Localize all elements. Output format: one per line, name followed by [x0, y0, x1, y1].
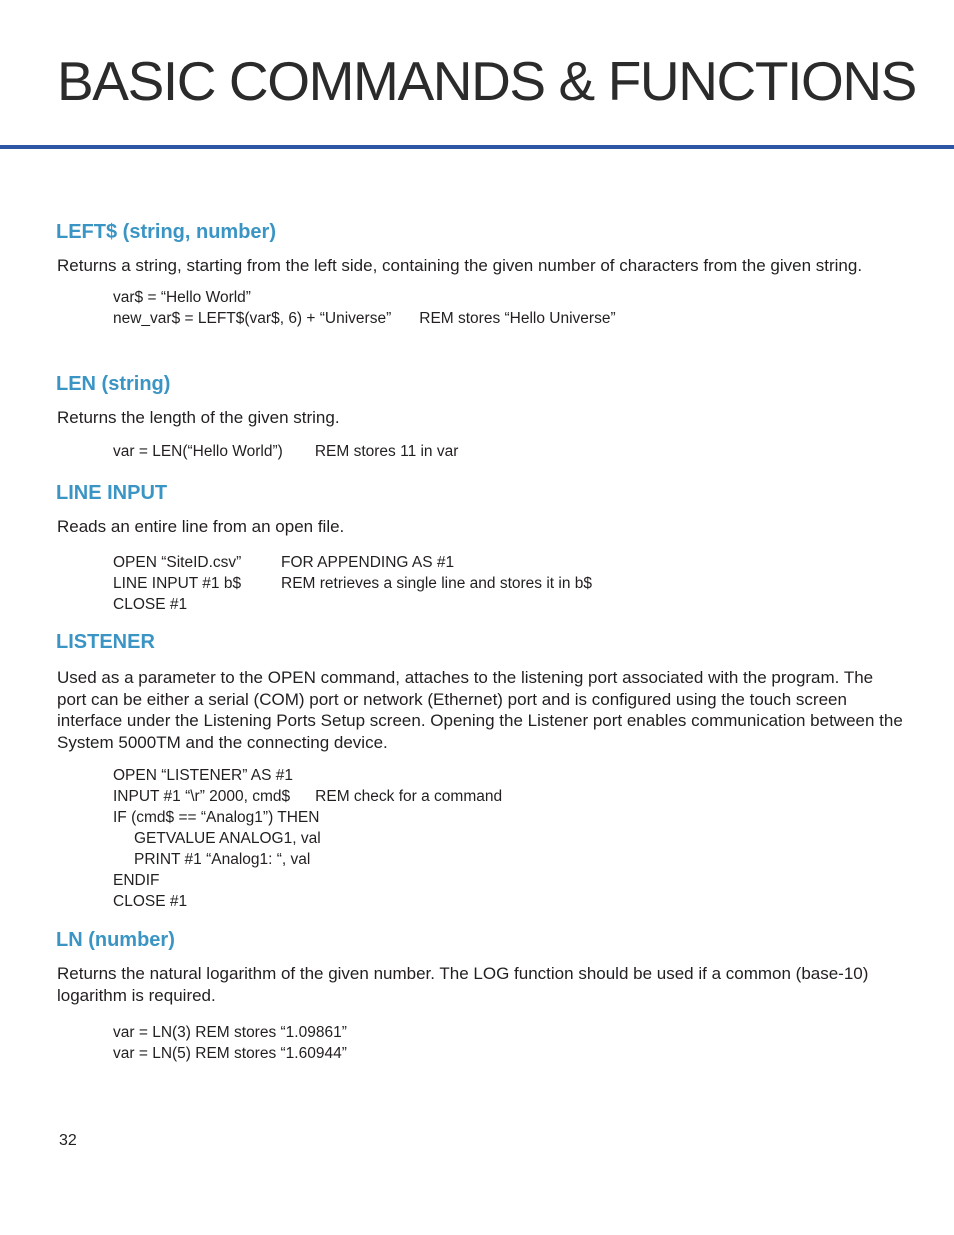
- code-statement: CLOSE #1: [113, 893, 188, 911]
- code-statement: PRINT #1 “Analog1: “, val: [134, 851, 311, 869]
- code-comment: FOR APPENDING AS #1: [281, 553, 455, 571]
- code-comment: REM check for a command: [315, 788, 503, 806]
- code-statement: OPEN “LISTENER” AS #1: [113, 767, 294, 785]
- code-line: [113, 849, 906, 870]
- code-line: [113, 441, 906, 462]
- code-statement: IF (cmd$ == “Analog1”) THEN: [113, 809, 320, 827]
- section-description: Reads an entire line from an open file.: [57, 517, 345, 536]
- section-len: [56, 371, 906, 462]
- section-left: [56, 219, 906, 329]
- section-heading: LN (number): [56, 929, 175, 951]
- code-statement: OPEN “SiteID.csv”: [113, 553, 242, 571]
- code-statement: var = LN(3) REM stores “1.09861”: [113, 1024, 347, 1042]
- code-comment: REM stores “Hello Universe”: [419, 309, 616, 327]
- section-description: Returns the length of the given string.: [57, 408, 340, 427]
- code-statement: INPUT #1 “\r” 2000, cmd$: [113, 788, 291, 806]
- title-divider: [0, 145, 954, 149]
- code-line: [113, 308, 906, 329]
- section-description: Returns the natural logarithm of the given number. The LOG function should be used if a common (base-10) logarithm is required.: [57, 964, 869, 1005]
- code-statement: GETVALUE ANALOG1, val: [134, 830, 321, 848]
- code-line: [113, 287, 906, 308]
- code-line: [113, 828, 906, 849]
- section-ln: [56, 927, 906, 1064]
- section-heading: LEN (string): [56, 373, 171, 395]
- code-statement: ENDIF: [113, 872, 160, 890]
- code-block: [113, 1022, 906, 1064]
- code-block: [113, 287, 906, 329]
- code-line: [113, 552, 906, 573]
- page-title: BASIC COMMANDS & FUNCTIONS: [57, 50, 916, 112]
- code-comment: REM stores 11 in var: [314, 442, 459, 460]
- code-statement: new_var$ = LEFT$(var$, 6) + “Universe”: [113, 309, 392, 327]
- section-line-input: [56, 480, 906, 615]
- section-heading: LISTENER: [56, 631, 155, 653]
- code-statement: var = LN(5) REM stores “1.60944”: [113, 1045, 347, 1063]
- code-line: [113, 573, 906, 594]
- code-statement: var$ = “Hello World”: [113, 288, 251, 306]
- section-listener: [56, 629, 906, 912]
- code-block: [113, 765, 906, 912]
- code-line: [113, 1043, 906, 1064]
- section-description: Returns a string, starting from the left side, containing the given number of characters from the given string.: [57, 256, 863, 275]
- code-line: [113, 594, 906, 615]
- code-block: [113, 441, 906, 462]
- section-description: Used as a parameter to the OPEN command, attaches to the listening port associated with the program. The port can be either a serial (COM) port or network (Ethernet) port and is configured using the touch screen interface under the Listening Ports Setup screen. Opening the Listener port enables communication between the System 5000TM and the connecting device.: [57, 668, 903, 752]
- code-statement: CLOSE #1: [113, 595, 188, 613]
- code-line: [113, 891, 906, 912]
- code-line: [113, 870, 906, 891]
- code-block: [113, 552, 906, 615]
- code-line: [113, 786, 906, 807]
- code-comment: REM retrieves a single line and stores it in b$: [281, 574, 593, 592]
- code-line: [113, 1022, 906, 1043]
- code-line: [113, 765, 906, 786]
- code-statement: var = LEN(“Hello World”): [113, 442, 283, 460]
- section-heading: LINE INPUT: [56, 482, 168, 504]
- code-statement: LINE INPUT #1 b$: [113, 574, 242, 592]
- section-heading: LEFT$ (string, number): [56, 221, 276, 243]
- code-line: [113, 807, 906, 828]
- page-number: 32: [59, 1132, 77, 1149]
